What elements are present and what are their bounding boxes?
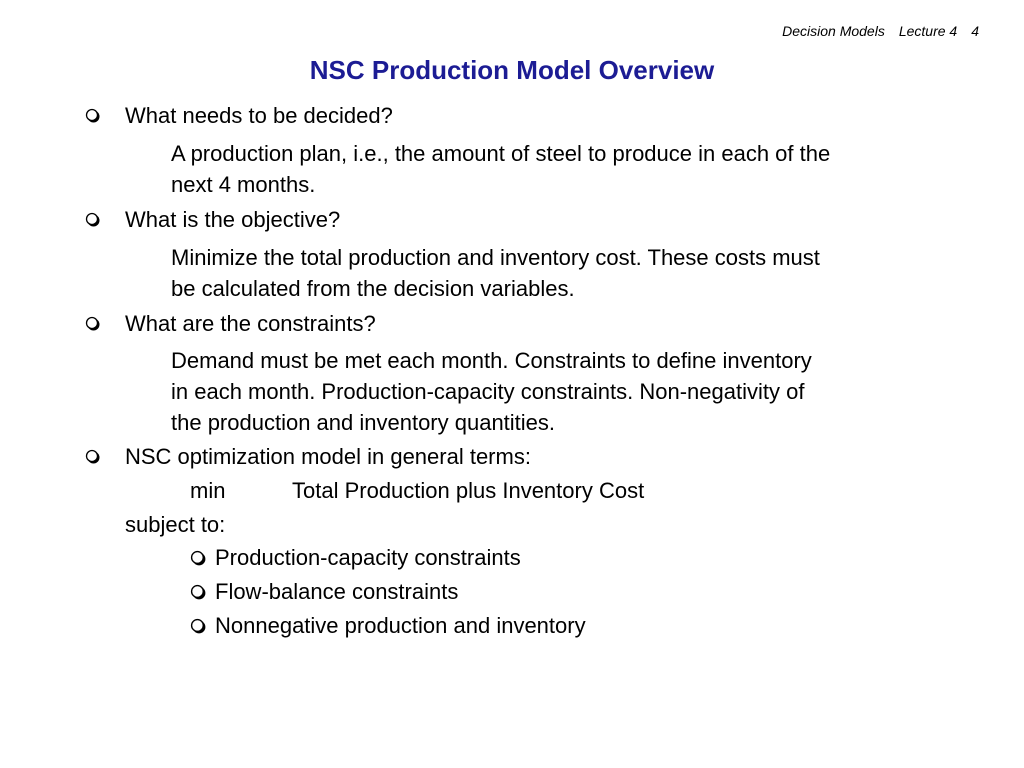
bullet-icon xyxy=(85,316,101,332)
question-decided: What needs to be decided? xyxy=(125,103,393,128)
answer-line: Demand must be met each month. Constraints to define inventory xyxy=(171,348,812,373)
slide-title: NSC Production Model Overview xyxy=(309,55,715,85)
constraint-label: Production-capacity constraints xyxy=(215,545,521,570)
answer-line: next 4 months. xyxy=(171,172,316,197)
constraint-label: Flow-balance constraints xyxy=(215,579,459,604)
answer-constraints xyxy=(171,345,951,438)
question-objective: What is the objective? xyxy=(125,207,341,232)
question-model: NSC optimization model in general terms: xyxy=(125,444,531,469)
header-page-number: 4 xyxy=(971,23,979,39)
question-constraints: What are the constraints? xyxy=(125,311,376,336)
answer-line: Minimize the total production and inventory cost. These costs must xyxy=(171,245,820,270)
model-subject-to: subject to: xyxy=(125,512,226,537)
header-course: Decision Models xyxy=(782,23,885,39)
bullet-icon xyxy=(190,550,207,567)
constraint-item xyxy=(190,610,586,641)
answer-line: be calculated from the decision variables. xyxy=(171,276,575,301)
answer-objective xyxy=(171,242,951,304)
bullet-icon xyxy=(190,618,207,635)
model-objective: Total Production plus Inventory Cost xyxy=(292,478,645,503)
bullet-icon xyxy=(190,584,207,601)
answer-line: the production and inventory quantities. xyxy=(171,410,556,435)
model-min-label: min xyxy=(190,478,226,503)
slide-header xyxy=(782,23,979,39)
constraint-item xyxy=(190,576,458,607)
bullet-icon xyxy=(85,108,101,124)
answer-line: A production plan, i.e., the amount of steel to produce in each of the xyxy=(171,141,831,166)
constraint-label: Nonnegative production and inventory xyxy=(215,613,586,638)
bullet-icon xyxy=(85,449,101,465)
header-lecture: Lecture 4 xyxy=(898,23,958,39)
constraint-item xyxy=(190,542,521,573)
answer-line: in each month. Production-capacity constraints. Non-negativity of xyxy=(171,379,805,404)
bullet-icon xyxy=(85,212,101,228)
answer-decided xyxy=(171,138,951,200)
